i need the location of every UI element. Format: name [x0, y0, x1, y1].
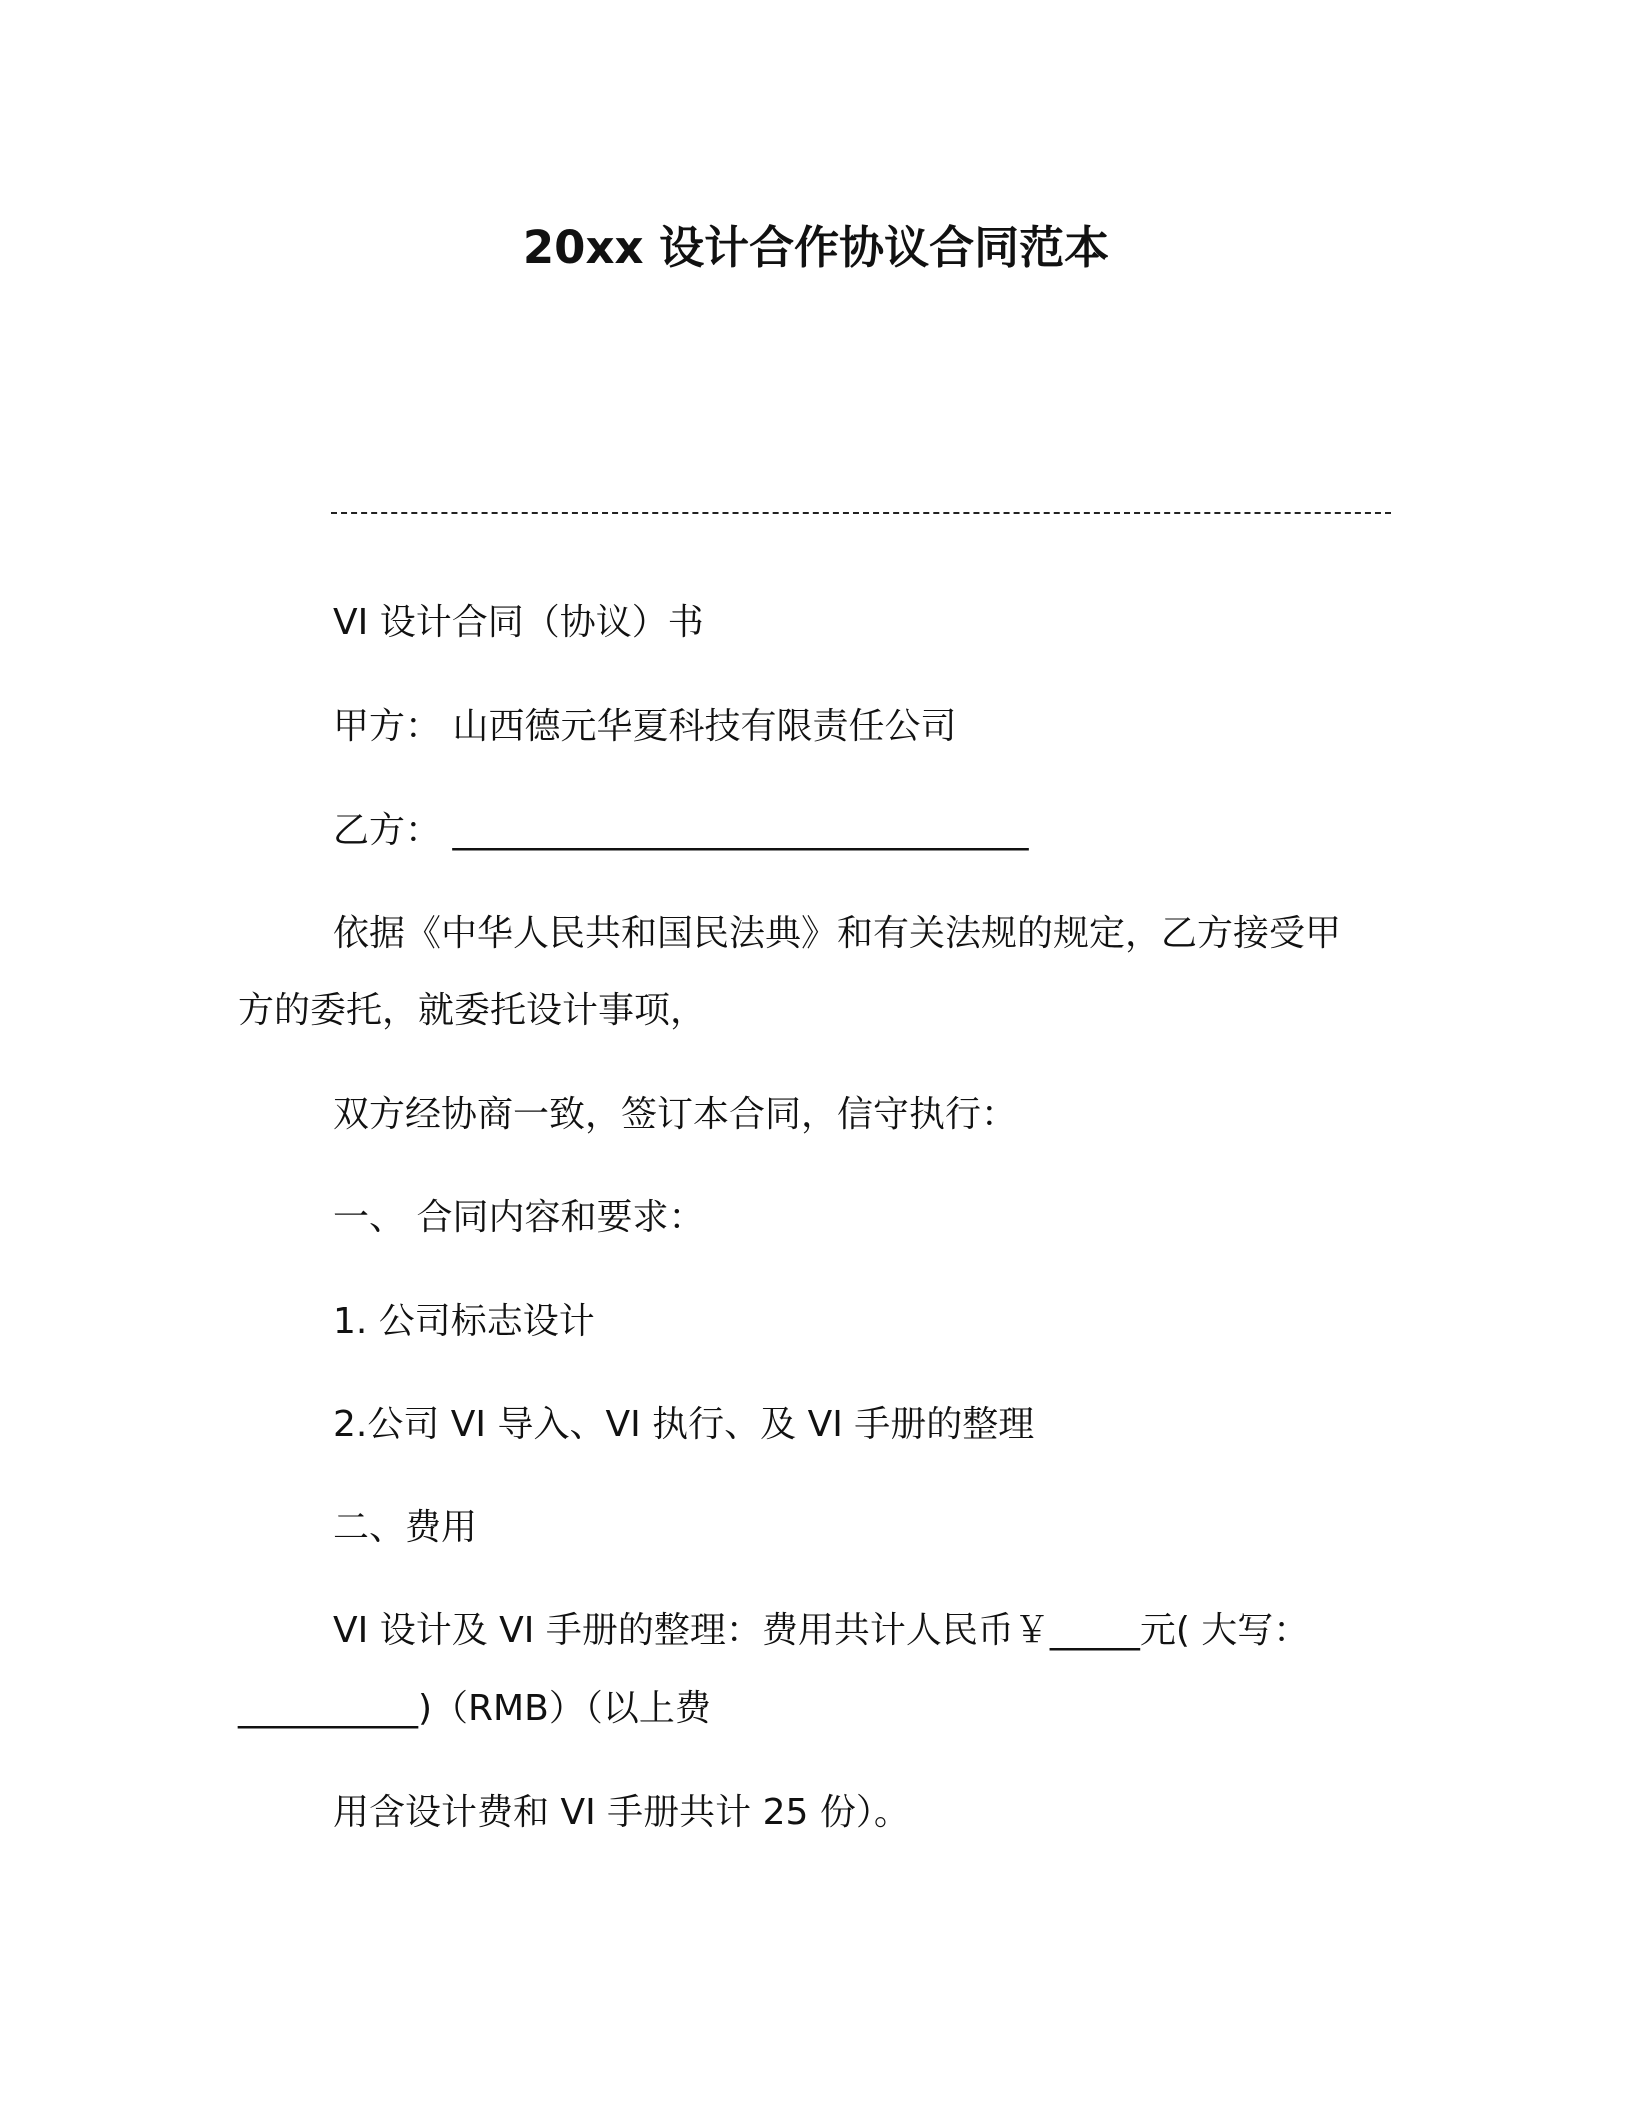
section-1-heading: 一、 合同内容和要求： [333, 1197, 705, 1238]
basis-paragraph-line-1: 依据《中华人民共和国民法典》和有关法规的规定，乙方接受甲 [333, 913, 1342, 954]
document-title: 20xx 设计合作协议合同范本 [522, 221, 1110, 274]
fee-paragraph-line-1: VI 设计及 VI 手册的整理：费用共计人民币￥_____元( 大写： [333, 1610, 1310, 1651]
list-item-2: 2.公司 VI 导入、VI 执行、及 VI 手册的整理 [333, 1404, 1035, 1445]
party-b-line: 乙方： ________________________________ [333, 810, 1029, 851]
agreement-paragraph: 双方经协商一致，签订本合同，信守执行： [333, 1094, 1018, 1135]
party-a-line: 甲方： 山西德元华夏科技有限责任公司 [333, 706, 957, 747]
fee-paragraph-line-3: 用含设计费和 VI 手册共计 25 份）。 [333, 1792, 910, 1833]
basis-paragraph-line-2: 方的委托，就委托设计事项， [238, 990, 707, 1031]
dashed-separator [331, 512, 1391, 514]
fee-paragraph-line-2: __________)（RMB）（以上费 [238, 1688, 711, 1729]
section-2-heading: 二、费用 [333, 1507, 478, 1548]
contract-heading: VI 设计合同（协议）书 [333, 602, 704, 643]
list-item-1: 1. 公司标志设计 [333, 1301, 595, 1342]
